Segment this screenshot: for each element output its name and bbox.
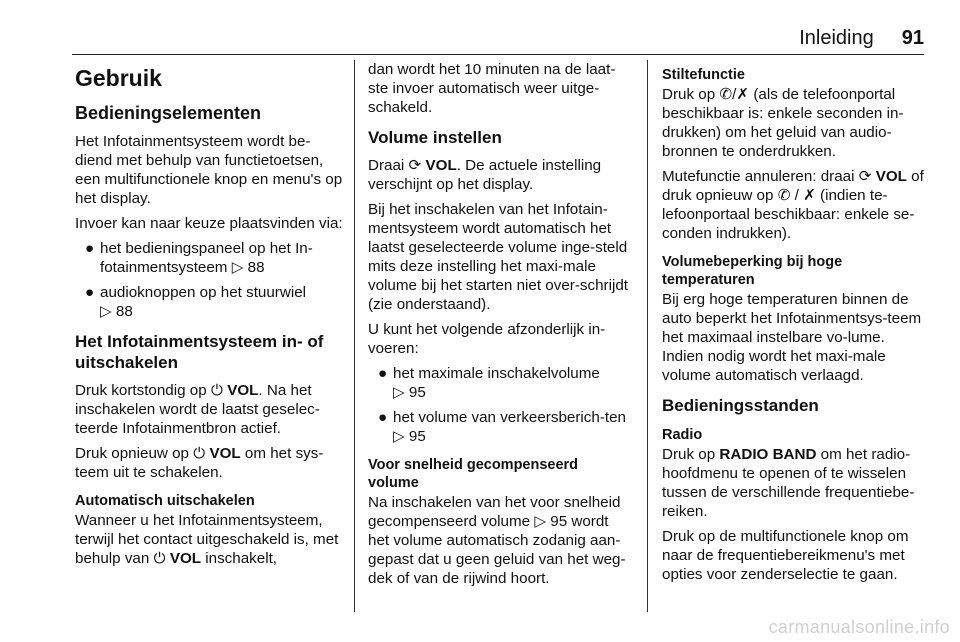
key-label: RADIO BAND bbox=[719, 446, 817, 463]
phone-mute-icon: ✆ / ✗ bbox=[777, 187, 816, 204]
page-reference[interactable]: 88 bbox=[247, 259, 265, 276]
reference-triangle-icon: ▷ bbox=[393, 428, 405, 445]
heading-radio: Radio bbox=[662, 427, 703, 443]
paragraph: Invoer kan naar keuze plaatsvinden via: bbox=[75, 215, 343, 232]
column-3 bbox=[662, 60, 924, 590]
bullet-icon: ● bbox=[85, 240, 95, 257]
bullet-list bbox=[368, 364, 632, 446]
phone-mute-icon: ✆/✗ bbox=[719, 86, 750, 103]
page-heading: Gebruik bbox=[75, 65, 162, 91]
list-item: ● het maximale inschakelvolume ▷ 95 bbox=[378, 365, 600, 401]
list-item: ● audioknoppen op het stuurwiel ▷ 88 bbox=[85, 284, 307, 320]
paragraph: Bij erg hoge temperaturen binnen de auto beperkt het Infotainmentsys-teem het maximaal instelbare vo-lume. Indien nodig wordt het maxi-male volume automatisch verlaagd. bbox=[662, 291, 922, 384]
column-2 bbox=[368, 60, 632, 594]
paragraph: dan wordt het 10 minuten na de laat-ste invoer automatisch weer uitge-schakeld. bbox=[368, 61, 616, 116]
heading-bedieningsstanden: Bedieningsstanden bbox=[662, 396, 819, 415]
page-reference[interactable]: 95 bbox=[550, 513, 568, 530]
page-reference[interactable]: 95 bbox=[408, 384, 426, 401]
paragraph: Druk kortstondig op ⏻ VOL. Na het inschakelen wordt de laatst geselec-teerde Infotainmentbron actief. bbox=[75, 382, 320, 437]
paragraph: Draai ⟳ VOL. De actuele instelling verschijnt op het display. bbox=[368, 157, 602, 193]
paragraph: Druk op ✆/✗ (als de telefoonportal beschikbaar is: enkele seconden in-drukken) om het geluid van audio-bronnen te onderdrukken. bbox=[662, 86, 904, 160]
paragraph: Bij het inschakelen van het Infotain-mentsysteem wordt automatisch het laatst geselecteerde volume inge-steld mits deze instelling het maxi-male volume bij het starten niet over-schrijdt (zie onderstaand). bbox=[368, 201, 628, 313]
header-rule bbox=[72, 54, 924, 55]
reference-triangle-icon: ▷ bbox=[100, 303, 112, 320]
section-title: Inleiding bbox=[799, 27, 874, 49]
rotary-knob-icon: ⟳ bbox=[858, 168, 872, 185]
power-icon: ⏻ bbox=[153, 550, 166, 567]
heading-stiltefunctie: Stiltefunctie bbox=[662, 67, 745, 83]
paragraph: Mutefunctie annuleren: draai ⟳ VOL of druk opnieuw op ✆ / ✗ (indien te-lefoonportaal beschikbaar: enkele se-conden indrukken). bbox=[662, 168, 924, 242]
heading-volume-instellen: Volume instellen bbox=[368, 128, 502, 147]
key-label: VOL bbox=[169, 550, 202, 567]
bullet-icon: ● bbox=[378, 409, 388, 426]
paragraph: Na inschakelen van het voor snelheid gecompenseerd volume ▷ 95 wordt het volume automatisch zodanig aan-gepast dat u geen geluid van het weg-dek of van de rijwind hoort. bbox=[368, 494, 626, 587]
bullet-list bbox=[75, 239, 343, 321]
key-label: VOL bbox=[209, 445, 241, 462]
page-reference[interactable]: 95 bbox=[408, 428, 426, 445]
column-divider-2 bbox=[647, 60, 648, 612]
heading-volumebeperking: Volumebeperking bij hoge temperaturen bbox=[662, 254, 843, 288]
rotary-knob-icon: ⟳ bbox=[408, 157, 422, 174]
paragraph: Druk opnieuw op ⏻ VOL om het sys-teem uit te schakelen. bbox=[75, 445, 324, 481]
heading-in-uitschakelen: Het Infotainmentsysteem in- of uitschakelen bbox=[75, 332, 324, 372]
bullet-icon: ● bbox=[85, 284, 95, 301]
key-label: VOL bbox=[875, 168, 907, 185]
key-label: VOL bbox=[227, 382, 259, 399]
page-number: 91 bbox=[901, 27, 924, 49]
key-label: VOL bbox=[425, 157, 457, 174]
list-item: ● het volume van verkeersberich-ten ▷ 95 bbox=[378, 409, 626, 445]
power-icon: ⏻ bbox=[193, 445, 206, 462]
column-divider-1 bbox=[354, 60, 355, 612]
heading-bedieningselementen: Bedieningselementen bbox=[75, 103, 262, 123]
paragraph: Druk op de multifunctionele knop om naar de frequentiebereikmenu's met opties voor zenderselectie te gaan. bbox=[662, 528, 909, 583]
power-icon: ⏻ bbox=[210, 382, 223, 399]
paragraph: U kunt het volgende afzonderlijk in-voeren: bbox=[368, 321, 606, 357]
bullet-icon: ● bbox=[378, 365, 388, 382]
paragraph: Wanneer u het Infotainmentsysteem, terwijl het contact uitgeschakeld is, met behulp van ⏻ VOL inschakelt, bbox=[75, 512, 339, 567]
reference-triangle-icon: ▷ bbox=[393, 384, 405, 401]
paragraph: Druk op RADIO BAND om het radio-hoofdmenu te openen of te wisselen tussen de verschillende frequentiebe-reiken. bbox=[662, 446, 915, 520]
heading-automatisch-uitschakelen: Automatisch uitschakelen bbox=[75, 493, 255, 509]
reference-triangle-icon: ▷ bbox=[534, 513, 547, 530]
page-reference[interactable]: 88 bbox=[115, 303, 133, 320]
reference-triangle-icon: ▷ bbox=[231, 259, 244, 276]
list-item: ● het bedieningspaneel op het In-fotainmentsysteem ▷ 88 bbox=[85, 240, 313, 276]
column-1 bbox=[75, 60, 343, 574]
watermark: carmanualsonline.info bbox=[768, 617, 950, 637]
heading-snelheid-volume: Voor snelheid gecompenseerd volume bbox=[368, 457, 579, 491]
paragraph: Het Infotainmentsysteem wordt be-diend met behulp van functietoetsen, een multifunctionele knop en menu's op het display. bbox=[75, 133, 343, 207]
